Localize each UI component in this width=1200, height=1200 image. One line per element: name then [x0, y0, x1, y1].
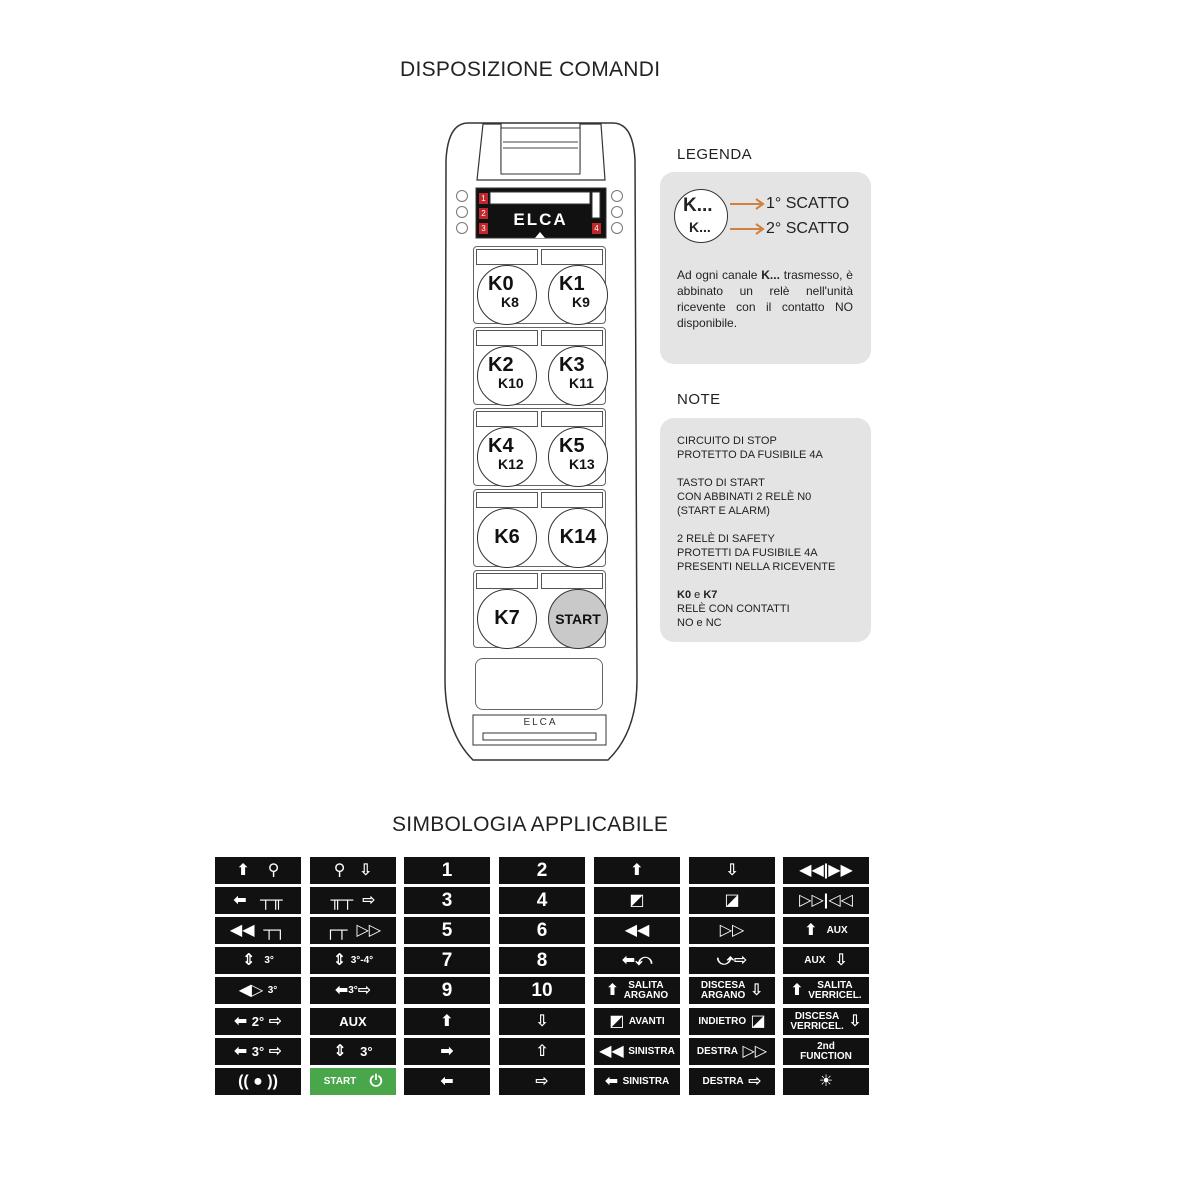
note-line [677, 588, 862, 602]
symbol-number: 10 [531, 979, 553, 1001]
symbol-rotate-right [689, 947, 775, 974]
button-k3-sub: K11 [569, 375, 594, 391]
button-k5-sub: K13 [569, 456, 595, 472]
legend-k-sub: K... [689, 219, 711, 235]
symbol-avanti [594, 1008, 680, 1035]
button-k2-main: K2 [488, 354, 514, 376]
symbol-label: 3° [251, 1043, 265, 1059]
note-line: PROTETTO DA FUSIBILE 4A [677, 449, 823, 461]
symbol-number: 9 [441, 979, 453, 1001]
symbol-aux-up [783, 917, 869, 944]
label-slot [476, 249, 538, 265]
symbol-number: 7 [441, 949, 453, 971]
symbol-number-8 [499, 947, 585, 974]
button-k5-main: K5 [559, 435, 585, 457]
right-left-outline-arrow-icon: ▷▷|◁◁ [799, 891, 853, 909]
symbol-hoist-down [310, 857, 396, 884]
symbol-backward [689, 887, 775, 914]
note-k7: K7 [703, 589, 718, 601]
symbol-right-outline [499, 1068, 585, 1095]
symbol-discesa-argano [689, 977, 775, 1004]
button-k7[interactable] [477, 589, 537, 649]
button-k7-label: K7 [494, 607, 520, 629]
symbol-right-left-outline [783, 887, 869, 914]
symbol-3rd-up [215, 947, 301, 974]
label-slot [476, 411, 538, 427]
symbol-number-5 [404, 917, 490, 944]
symbol-sinistra-rotate [594, 1068, 680, 1095]
symbol-salita-argano [594, 977, 680, 1004]
rotate-left-crane-icon: ⬅ ┬╥ [233, 891, 283, 909]
label-slot [541, 411, 603, 427]
symbol-right [404, 1038, 490, 1065]
legend-desc-suffix: trasmesso, è abbinato un relè nell'unità ricevente con il contatto NO disponibile. [677, 268, 853, 330]
symbol-label: 3° [348, 984, 358, 996]
symbol-label: INDIETRO [698, 1015, 747, 1027]
symbol-sinistra [594, 1038, 680, 1065]
symbol-start [310, 1068, 396, 1095]
symbol-aux [310, 1008, 396, 1035]
symbol-number-7 [404, 947, 490, 974]
label-slot [541, 330, 603, 346]
symbol-salita-verricel [783, 977, 869, 1004]
remote-control [443, 120, 638, 765]
symbol-label: START [323, 1075, 357, 1087]
forward-arrow-icon: ◩ [629, 891, 645, 909]
rotate-3rd-icon: ⬅ [233, 1042, 252, 1060]
legend-k-main: K... [683, 195, 713, 216]
symbol-label: 2° [251, 1013, 265, 1029]
note-k0: K0 [677, 589, 692, 601]
button-start[interactable] [548, 589, 608, 649]
rotate-2nd-icon: ⬅ [233, 1012, 252, 1030]
channel-tag-2: 2 [479, 208, 488, 219]
button-k4-main: K4 [488, 435, 514, 457]
note-line: (START E ALARM) [677, 505, 770, 517]
channel-tag-4: 4 [592, 223, 601, 234]
symbol-indietro [689, 1008, 775, 1035]
symbol-label: DESTRA [696, 1045, 739, 1057]
symbol-forward [594, 887, 680, 914]
notes-text [677, 434, 862, 630]
button-k3-main: K3 [559, 354, 585, 376]
arrow-down-outline-icon: ⇩ [825, 951, 848, 969]
symbol-3rd-rotate [215, 1038, 301, 1065]
crane-trolley-right-icon: ┌┬ ▷▷ [324, 921, 382, 939]
symbol-number-4 [499, 887, 585, 914]
backward-arrow-icon: ◪ [746, 1012, 766, 1030]
symbol-destra-rotate [689, 1068, 775, 1095]
symbol-number: 6 [536, 919, 548, 941]
arrow-right-outline-icon: ⇨ [535, 1072, 549, 1090]
note-line: TASTO DI START [677, 477, 765, 489]
note-line: CON ABBINATI 2 RELÈ N0 [677, 491, 812, 503]
symbol-number: 2 [536, 859, 548, 881]
legend-panel [660, 172, 871, 364]
legend-heading: LEGENDA [677, 146, 753, 163]
rotate-right-icon: ⤻⇨ [716, 951, 748, 969]
arrow-up-outline-icon: ⇧ [535, 1042, 549, 1060]
button-k1-main: K1 [559, 273, 585, 295]
left-right-3-icon: ⬅ [334, 981, 349, 999]
title-disposizione: DISPOSIZIONE COMANDI [400, 58, 661, 81]
arrow-up-icon: ⬆ [440, 1012, 454, 1030]
symbol-destra [689, 1038, 775, 1065]
symbol-label: DISCESA VERRICEL. [790, 1010, 844, 1032]
legend-arrows [728, 194, 768, 238]
symbol-trolley-left [215, 917, 301, 944]
label-slot [476, 573, 538, 589]
arrow-left-icon: ⬅ [440, 1072, 454, 1090]
notes-heading: NOTE [677, 391, 721, 408]
note-and: e [694, 589, 701, 601]
note-line: PRESENTI NELLA RICEVENTE [677, 561, 836, 573]
note-line: PROTETTI DA FUSIBILE 4A [677, 547, 818, 559]
display-window [475, 658, 603, 710]
symbol-number: 4 [536, 889, 548, 911]
symbol-label: DISCESA ARGANO [700, 979, 746, 1001]
arrow-up-icon: ⬆ ⚲ [236, 861, 280, 879]
button-k4-sub: K12 [498, 456, 524, 472]
symbol-label: DESTRA [702, 1075, 744, 1087]
button-k14-label: K14 [559, 526, 597, 548]
rotate-right-icon: ⇨ [743, 1072, 762, 1090]
symbol-number-3 [404, 887, 490, 914]
symbol-3rd-4th [310, 947, 396, 974]
button-k0-main: K0 [488, 273, 514, 295]
button-k0-sub: K8 [501, 294, 519, 310]
channel-tag-3: 3 [479, 223, 488, 234]
rotate-left-icon: ⬅⤺ [621, 951, 653, 969]
symbol-down [499, 1008, 585, 1035]
symbol-slew-left [215, 887, 301, 914]
led-right-3 [611, 222, 623, 234]
legend-description [677, 267, 853, 331]
symbol-up-arrow [594, 857, 680, 884]
symbol-3rd-left [215, 977, 301, 1004]
button-k6[interactable] [477, 508, 537, 568]
led-left-1 [456, 190, 468, 202]
symbol-label: AUX [339, 1013, 367, 1029]
hook-down-icon: ⚲ ⇩ [333, 861, 373, 879]
symbol-label: 3° [267, 984, 278, 996]
button-k14[interactable] [548, 508, 608, 568]
label-slot [476, 492, 538, 508]
label-slot [476, 330, 538, 346]
note-line: 2 RELÈ DI SAFETY [677, 533, 775, 545]
symbol-rotate-left [594, 947, 680, 974]
right-double-arrow-icon: ▷▷ [738, 1042, 768, 1060]
rotate-right-outline-icon: ⇨ [264, 1012, 283, 1030]
notes-panel [660, 418, 871, 642]
symbol-left-right-double [783, 857, 869, 884]
symbol-3rd-right [310, 977, 396, 1004]
symbol-number: 8 [536, 949, 548, 971]
forward-arrow-icon: ◩ [609, 1012, 629, 1030]
symbol-number: 5 [441, 919, 453, 941]
note-line: NO e NC [677, 617, 722, 629]
symbol-label: AUX [804, 954, 826, 966]
arrow-up-icon: ⬆ [790, 981, 809, 999]
arrow-up-icon: ⬆ [605, 981, 624, 999]
symbol-label: 3°-4° [350, 954, 374, 966]
symbol-label: SINISTRA [622, 1075, 670, 1087]
button-k1[interactable] [548, 265, 608, 325]
right-double-arrow-icon: ▷▷ [719, 921, 745, 939]
label-slot [541, 492, 603, 508]
button-k2[interactable] [477, 346, 537, 406]
crane-rotate-right-icon: ╥┬ ⇨ [330, 891, 376, 909]
legend-desc-prefix: Ad ogni canale [677, 268, 758, 282]
symbol-number-10 [499, 977, 585, 1004]
arrow-right-icon: ➡ [440, 1042, 454, 1060]
symbol-double-left [594, 917, 680, 944]
arrow-down-outline-icon: ⇩ [535, 1012, 549, 1030]
symbol-number: 1 [441, 859, 453, 881]
led-right-2 [611, 206, 623, 218]
trolley-left-crane-icon: ◀◀ ┬┐ [229, 921, 287, 939]
button-k2-sub: K10 [498, 375, 524, 391]
arrow-up-icon: ⬆ [804, 921, 827, 939]
symbol-label: AVANTI [628, 1015, 665, 1027]
button-k5[interactable] [548, 427, 608, 487]
bottom-brand: ELCA [523, 717, 558, 728]
symbol-number: 3 [441, 889, 453, 911]
led-left-3 [456, 222, 468, 234]
symbol-label: SALITA ARGANO [623, 979, 669, 1001]
symbol-number-2 [499, 857, 585, 884]
arrow-up-icon: ⬆ [630, 861, 644, 879]
led-left-2 [456, 206, 468, 218]
left-right-double-arrow-icon: ◀◀|▶▶ [799, 861, 853, 879]
symbol-2nd-function [783, 1038, 869, 1065]
symbol-label: SINISTRA [628, 1045, 675, 1057]
symbol-label: AUX [826, 924, 848, 936]
symbol-left [404, 1068, 490, 1095]
symbol-2nd-rotate [215, 1008, 301, 1035]
symbol-down-arrow [689, 857, 775, 884]
symbol-up-outline [499, 1038, 585, 1065]
up-down-3-icon: ⇕ [333, 1042, 361, 1060]
left-double-arrow-icon: ◀◀ [599, 1042, 629, 1060]
label-slot [541, 249, 603, 265]
up-down-3-4-icon: ⇕ [332, 951, 351, 969]
legend-second-step: 2° SCATTO [766, 220, 850, 237]
note-line: CIRCUITO DI STOP [677, 435, 777, 447]
arrow-down-outline-icon: ⇩ [725, 861, 739, 879]
symbol-discesa-verricel [783, 1008, 869, 1035]
led-right-1 [611, 190, 623, 202]
left-double-arrow-icon: ◀◀ [624, 921, 650, 939]
legend-desc-bold: K... [761, 268, 780, 282]
up-down-3rd-icon: ⇕ [242, 951, 265, 969]
button-k3[interactable] [548, 346, 608, 406]
note-line: RELÈ CON CONTATTI [677, 603, 790, 615]
rotate-right-outline-icon: ⇨ [357, 981, 372, 999]
rotate-right-outline-icon: ⇨ [264, 1042, 283, 1060]
button-k4[interactable] [477, 427, 537, 487]
power-icon: ⏻ [356, 1072, 383, 1090]
rotate-left-icon: ⬅ [604, 1072, 623, 1090]
button-k1-sub: K9 [572, 294, 590, 310]
channel-tag-1: 1 [479, 193, 488, 204]
symbol-label: 3° [360, 1043, 373, 1059]
symbol-trolley-right [310, 917, 396, 944]
legend-first-step: 1° SCATTO [766, 195, 850, 212]
symbol-light [783, 1068, 869, 1095]
backward-arrow-icon: ◪ [724, 891, 740, 909]
symbol-hoist-up [215, 857, 301, 884]
symbol-double-right [689, 917, 775, 944]
button-start-label: START [555, 611, 601, 627]
symbol-number-9 [404, 977, 490, 1004]
symbol-label: 2nd FUNCTION [800, 1040, 852, 1062]
light-icon: ☀ [818, 1072, 834, 1090]
title-simbologia: SIMBOLOGIA APPLICABILE [392, 813, 669, 836]
button-k0[interactable] [477, 265, 537, 325]
symbol-number-1 [404, 857, 490, 884]
symbol-slew-right [310, 887, 396, 914]
button-k6-label: K6 [494, 526, 520, 548]
legend-k-circle [674, 189, 728, 243]
symbol-label: 3° [264, 954, 274, 966]
symbol-up [404, 1008, 490, 1035]
arrow-down-outline-icon: ⇩ [745, 981, 764, 999]
symbol-aux-down [783, 947, 869, 974]
symbol-label: SALITA VERRICEL. [808, 979, 862, 1001]
display-brand: ELCA [513, 210, 568, 229]
symbol-number-6 [499, 917, 585, 944]
arrow-down-outline-icon: ⇩ [843, 1012, 862, 1030]
horn-icon: (( ● )) [238, 1072, 278, 1090]
symbol-3rd-updown [310, 1038, 396, 1065]
left-right-3rd-icon: ◀▷ [238, 981, 268, 999]
symbol-horn [215, 1068, 301, 1095]
label-slot [541, 573, 603, 589]
